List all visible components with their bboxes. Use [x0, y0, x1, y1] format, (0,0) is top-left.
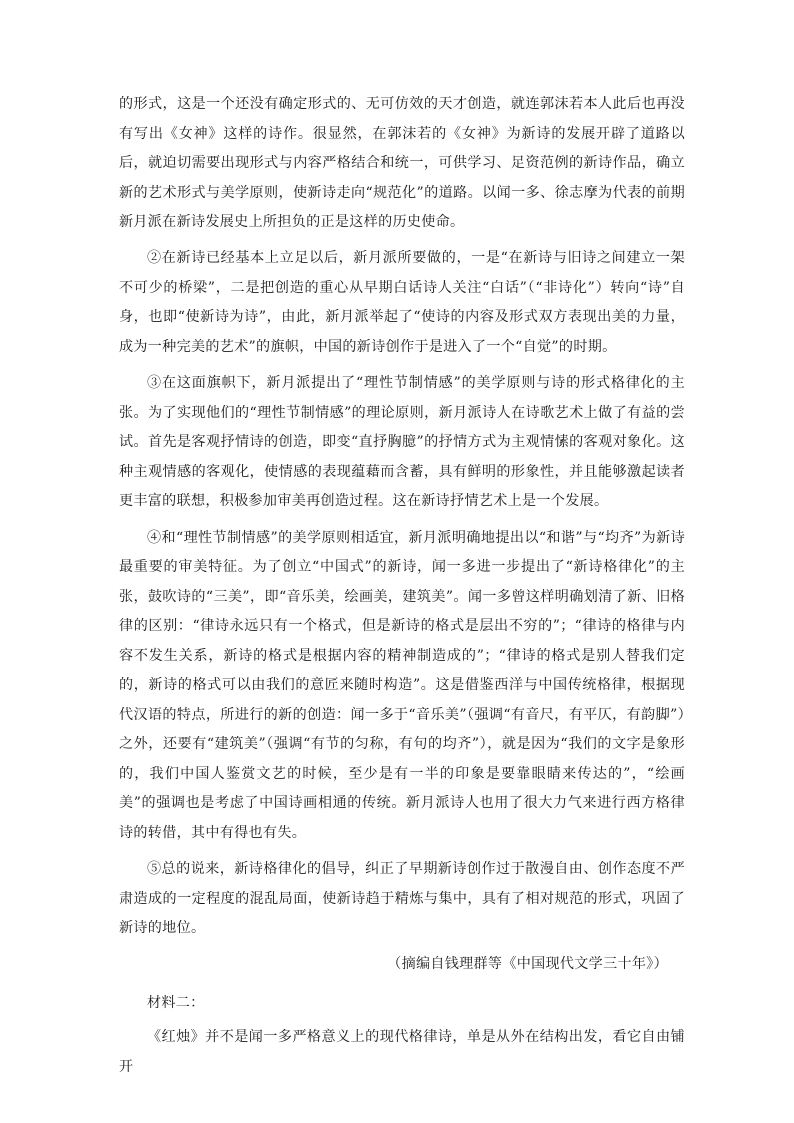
paragraph-4: ④和“理性节制情感”的美学原则相适宜，新月派明确地提出以“和谐”与“均齐”为新诗最重要的审美特征。为了创立“中国式”的新诗，闻一多进一步提出了“新诗格律化”的主张，鼓吹诗的“三美”，即“音乐美，绘画美，建筑美”。闻一多曾这样明确划清了新、旧格律的区别：“律诗永远只有一个格式，但是新诗的格式是层出不穷的”；“律诗的格律与内容不发生关系，新诗的格式是根据内容的精神制造成的”；“律诗的格式是别人替我们定的，新诗的格式可以由我们的意匠来随时构造”。这是借鉴西洋与中国传统格律，根据现代汉语的特点，所进行的新的创造：闻一多于“音乐美”（强调“有音尺，有平仄，有韵脚”）之外，还要有“建筑美”（强调“有节的匀称，有句的均齐”），就是因为“我们的文字是象形的，我们中国人鉴赏文艺的时候，至少是有一半的印象是要靠眼睛来传达的”，“绘画美”的强调也是考虑了中国诗画相通的传统。新月派诗人也用了很大力气来进行西方格律诗的转借，其中有得也有失。: [119, 529, 685, 841]
document-page: [119, 90, 685, 1089]
paragraph-1: 的形式，这是一个还没有确定形式的、无可仿效的天才创造，就连郭沫若本人此后也再没有写出《女神》这样的诗作。很显然，在郭沫若的《女神》为新诗的发展开辟了道路以后，就迫切需要出现形式与内容严格结合和统一，可供学习、足资范例的新诗作品，确立新的艺术形式与美学原则，使新诗走向“规范化”的道路。以闻一多、徐志摩为代表的前期新月派在新诗发展史上所担负的正是这样的历史使命。: [119, 96, 685, 230]
paragraph-5: ⑤总的说来，新诗格律化的倡导，纠正了早期新诗创作过于散漫自由、创作态度不严肃造成的一定程度的混乱局面，使新诗趋于精炼与集中，具有了相对规范的形式，巩固了新诗的地位。: [119, 861, 685, 937]
paragraph-6: 《红烛》并不是闻一多严格意义上的现代格律诗，单是从外在结构出发，看它自由铺开: [119, 1029, 685, 1075]
material-label: 材料二：: [147, 994, 205, 1011]
source-citation: （摘编自钱理群等《中国现代文学三十年》）: [387, 956, 668, 973]
paragraph-2: ②在新诗已经基本上立足以后，新月派所要做的，一是“在新诗与旧诗之间建立一架不可少的桥梁”，二是把创造的重心从早期白话诗人关注“白话”（“非诗化”）转向“诗”自身，也即“使新诗为诗”，由此，新月派举起了“使诗的内容及形式双方表现出美的力量，成为一种完美的艺术”的旗帜，中国的新诗创作于是进入了一个“自觉”的时期。: [119, 250, 685, 355]
paragraph-3: ③在这面旗帜下，新月派提出了“理性节制情感”的美学原则与诗的形式格律化的主张。为了实现他们的“理性节制情感”的理论原则，新月派诗人在诗歌艺术上做了有益的尝试。首先是客观抒情诗的创造，即变“直抒胸臆”的抒情方式为主观情愫的客观对象化。这种主观情感的客观化，使情感的表现蕴藉而含蓄，具有鲜明的形象性，并且能够激起读者更丰富的联想，积极参加审美再创造过程。这在新诗抒情艺术上是一个发展。: [119, 375, 685, 510]
